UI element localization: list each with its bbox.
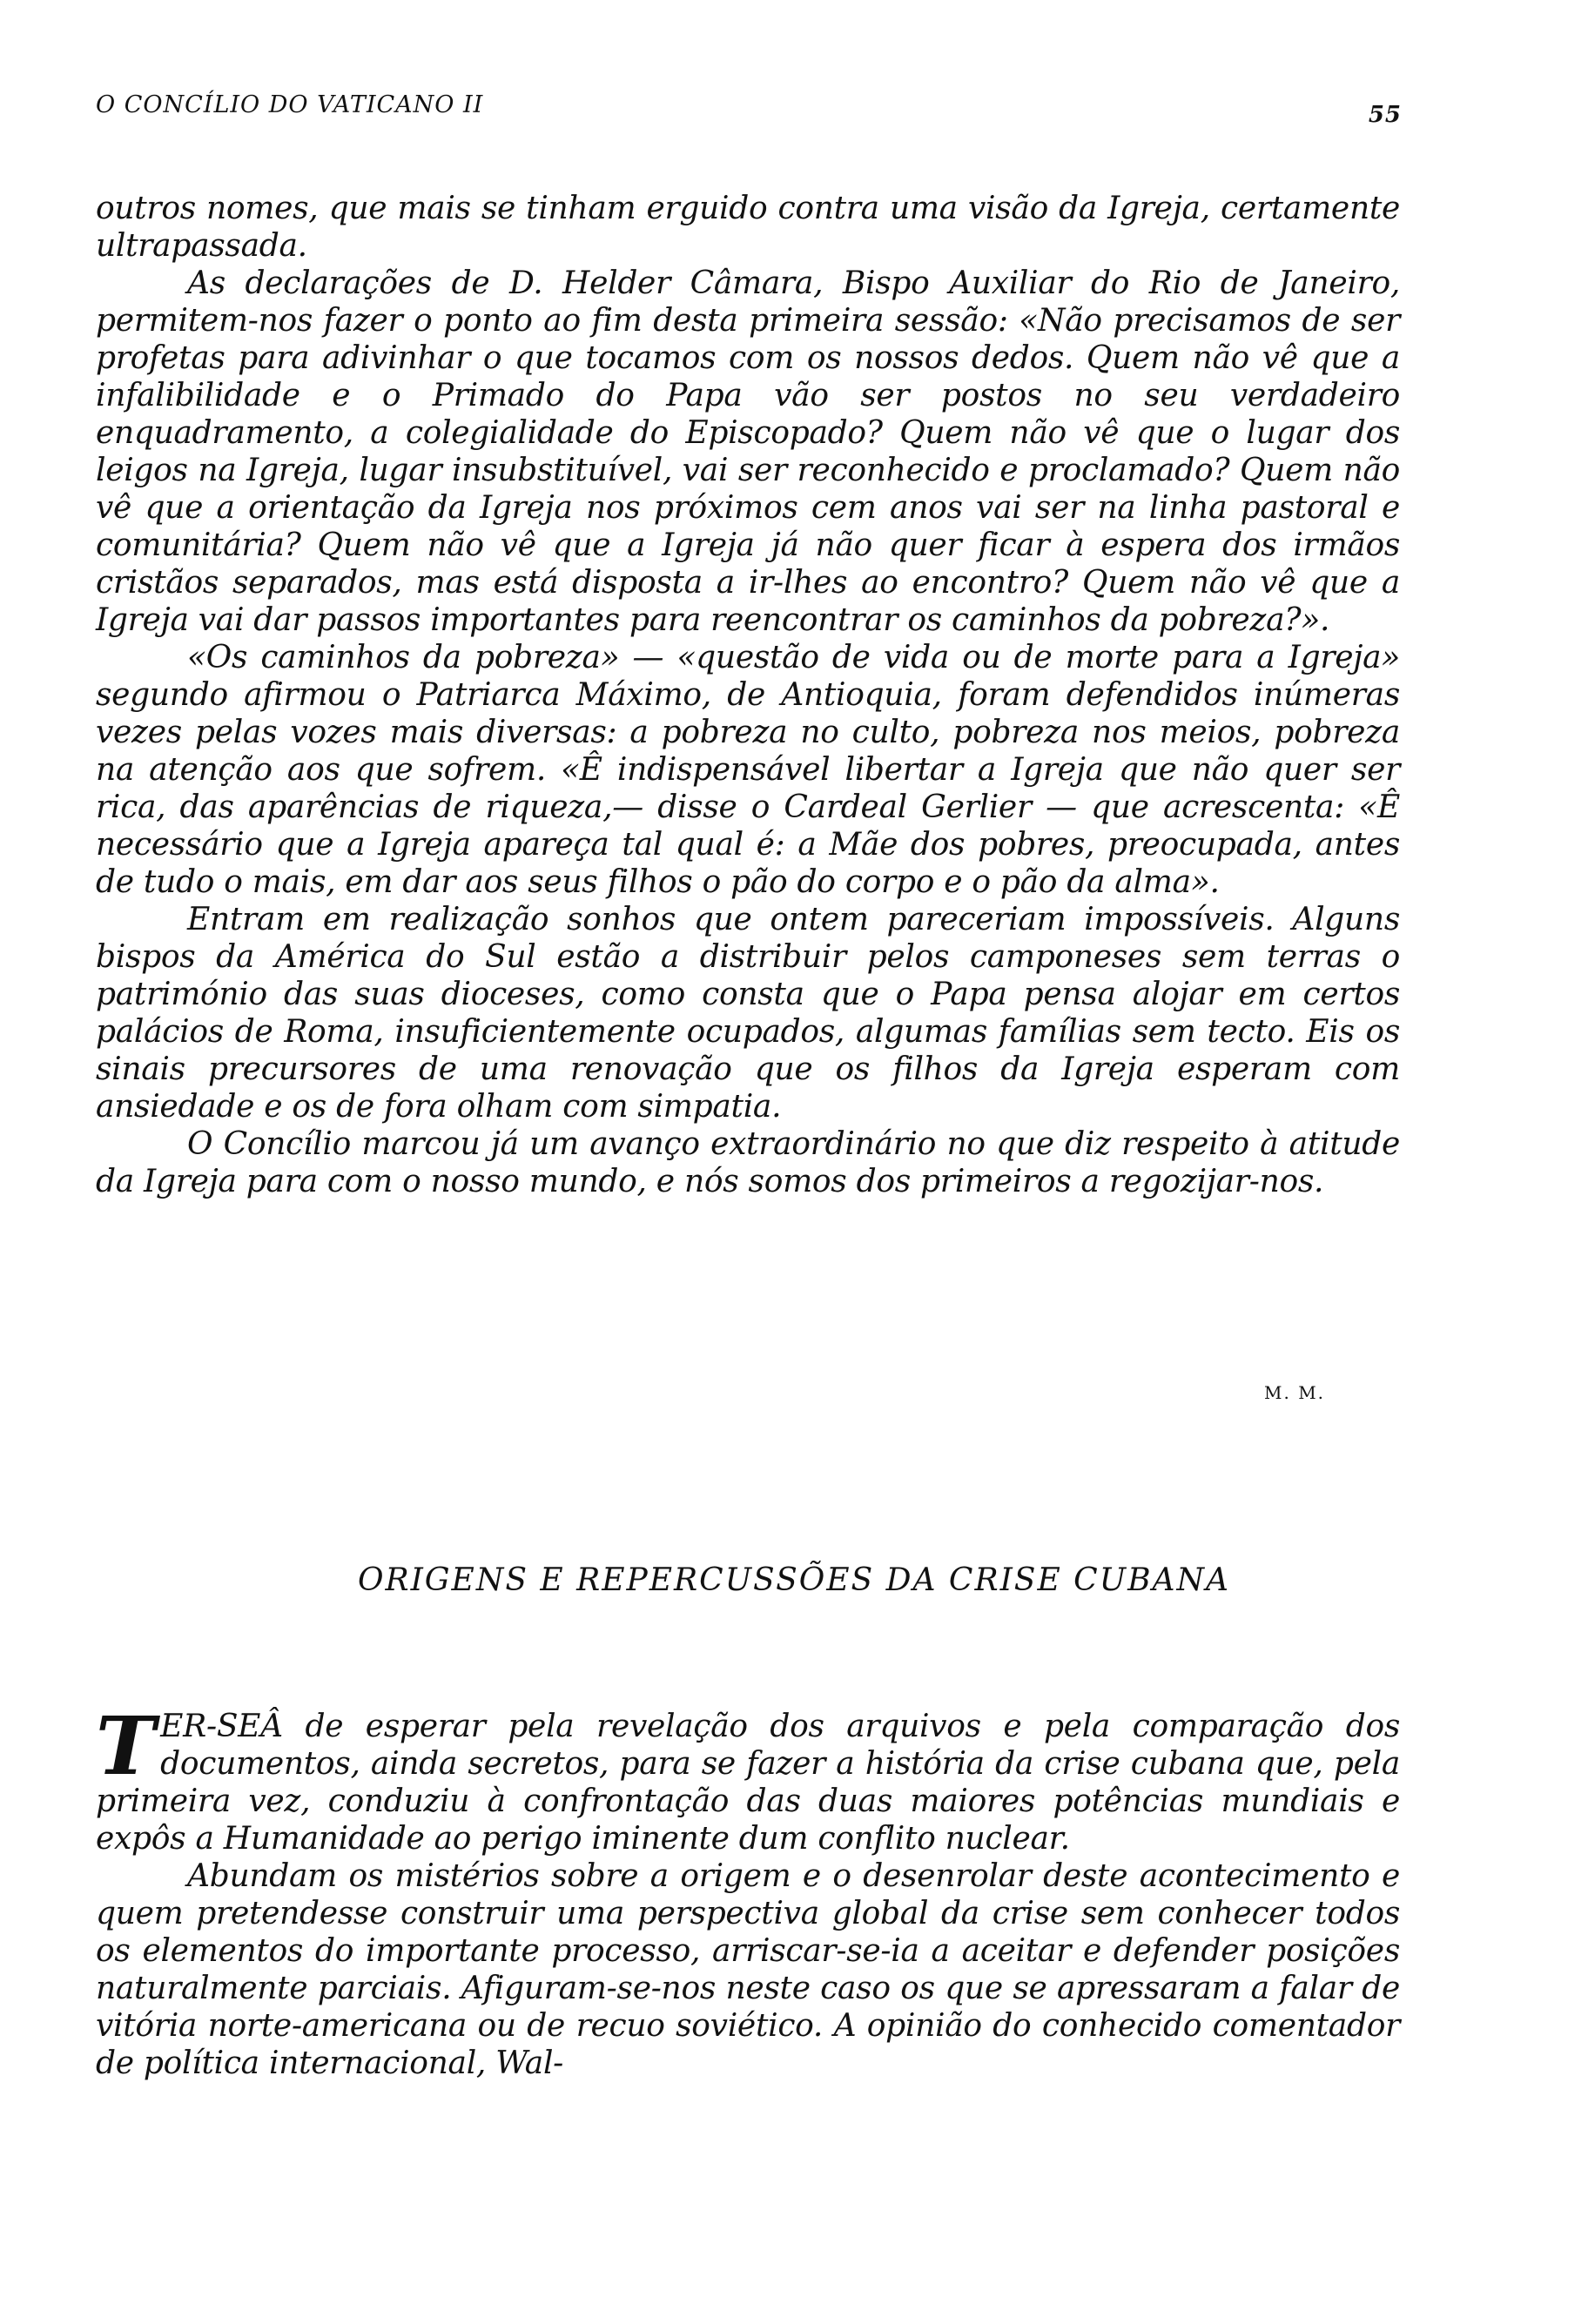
lead-words: ER-SEÂ — [160, 1709, 283, 1744]
drop-cap: T — [96, 1699, 156, 1793]
author-signature: M. M. — [1264, 1382, 1326, 1403]
paragraph: Entram em realização sonhos que ontem pareceriam impossíveis. Alguns bispos da América do Sul estão a distribuir pelos camponeses sem terras o património das suas dioceses, como consta que o Papa pensa alojar em certos palácios de Roma, insuficientemente ocupados, algumas famílias sem tecto. Eis os sinais precursores de uma renovação que os filhos da Igreja esperam com ansiedade e os de fora olham com simpatia. — [96, 902, 1400, 1125]
paragraph: Abundam os mistérios sobre a origem e o desenrolar deste acontecimento e quem pretendesse construir uma perspectiva global da crise sem conhecer todos os elementos do importante processo, arriscar-se-ia a aceitar e defender posições naturalmente parciais. Afiguram-se-nos neste caso os que se apressaram a falar de vitória norte-americana ou de recuo soviético. A opinião do conhecido comentador de política internacional, Wal- — [96, 1858, 1400, 2081]
page-number: 55 — [1368, 102, 1402, 128]
running-head-title: O CONCÍLIO DO VATICANO II — [96, 91, 484, 118]
article-body — [96, 1699, 1400, 2082]
paragraph: O Concílio marcou já um avanço extraordinário no que diz respeito à atitude da Igreja para com o nosso mundo, e nós somos dos primeiros a regozijar-nos. — [96, 1126, 1400, 1199]
paragraph-text: de esperar pela revelação dos arquivos e pela comparação dos documentos, ainda secretos, para se fazer a história da crise cubana que, pela primeira vez, conduziu à confrontação das duas maiores potências mundiais e expôs a Humanidade ao perigo iminente dum conflito nuclear. — [96, 1709, 1400, 1857]
article-title: ORIGENS E REPERCUSSÕES DA CRISE CUBANA — [357, 1562, 1231, 1598]
paragraph — [96, 1699, 1400, 1857]
paragraph: «Os caminhos da pobreza» — «questão de vida ou de morte para a Igreja» segundo afirmou o Patriarca Máximo, de Antioquia, foram defendidos inúmeras vezes pelas vozes mais diversas: a pobreza no culto, pobreza nos meios, pobreza na atenção aos que sofrem. «Ê indispensável libertar a Igreja que não quer ser rica, das aparências de riqueza,— disse o Cardeal Gerlier — que acrescenta: «Ê necessário que a Igreja apareça tal qual é: a Mãe dos pobres, preocupada, antes de tudo o mais, em dar aos seus filhos o pão do corpo e o pão da alma». — [96, 640, 1400, 900]
paragraph: outros nomes, que mais se tinham erguido contra uma visão da Igreja, certamente ultrapassada. — [96, 191, 1400, 264]
paragraph: As declarações de D. Helder Câmara, Bispo Auxiliar do Rio de Janeiro, permitem-nos fazer o ponto ao fim desta primeira sessão: «Não precisamos de ser profetas para adivinhar o que tocamos com os nossos dedos. Quem não vê que a infalibilidade e o Primado do Papa vão ser postos no seu verdadeiro enquadramento, a colegialidade do Episcopado? Quem não vê que o lugar dos leigos na Igreja, lugar insubstituível, vai ser reconhecido e proclamado? Quem não vê que a orientação da Igreja nos próximos cem anos vai ser na linha pastoral e comunitária? Quem não vê que a Igreja já não quer ficar à espera dos irmãos cristãos separados, mas está disposta a ir-lhes ao encontro? Quem não vê que a Igreja vai dar passos importantes para reencontrar os caminhos da pobreza?». — [96, 265, 1400, 638]
article-body — [96, 190, 1400, 1200]
running-head — [96, 91, 1402, 135]
